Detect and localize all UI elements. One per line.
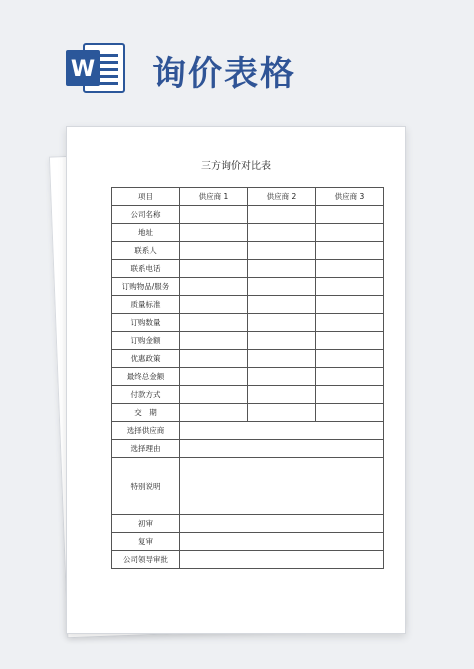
supplier-cell[interactable] [316,206,384,224]
supplier-cell[interactable] [180,404,248,422]
merged-input-cell[interactable] [180,422,384,440]
row-label: 订购金额 [112,332,180,350]
supplier-cell[interactable] [316,278,384,296]
supplier-cell[interactable] [248,332,316,350]
row-label: 订购数量 [112,314,180,332]
table-header-row [112,188,384,206]
table-row [112,350,384,368]
row-label: 复审 [112,533,180,551]
merged-input-cell[interactable] [180,440,384,458]
header-cell: 项目 [112,188,180,206]
supplier-cell[interactable] [180,242,248,260]
supplier-cell[interactable] [316,368,384,386]
supplier-cell[interactable] [180,206,248,224]
supplier-cell[interactable] [316,296,384,314]
header-cell: 供应商 2 [248,188,316,206]
supplier-cell[interactable] [316,224,384,242]
supplier-cell[interactable] [180,332,248,350]
table-row [112,278,384,296]
table-row [112,533,384,551]
row-label: 质量标准 [112,296,180,314]
table-row [112,368,384,386]
merged-input-cell[interactable] [180,533,384,551]
table-row [112,206,384,224]
banner [0,0,474,110]
supplier-cell[interactable] [180,278,248,296]
row-label: 联系电话 [112,260,180,278]
row-label: 公司名称 [112,206,180,224]
row-label: 公司领导审批 [112,551,180,569]
document-page [66,126,406,634]
merged-input-cell[interactable] [180,551,384,569]
supplier-cell[interactable] [248,350,316,368]
supplier-cell[interactable] [316,242,384,260]
supplier-cell[interactable] [248,242,316,260]
supplier-cell[interactable] [180,296,248,314]
supplier-cell[interactable] [248,224,316,242]
row-label: 选择理由 [112,440,180,458]
supplier-cell[interactable] [180,350,248,368]
table-row [112,515,384,533]
header-cell: 供应商 1 [180,188,248,206]
header-cell: 供应商 3 [316,188,384,206]
supplier-cell[interactable] [316,404,384,422]
word-logo-letter: W [70,57,96,82]
row-label: 联系人 [112,242,180,260]
supplier-cell[interactable] [248,404,316,422]
supplier-cell[interactable] [180,260,248,278]
supplier-cell[interactable] [180,386,248,404]
supplier-cell[interactable] [248,278,316,296]
supplier-cell[interactable] [316,260,384,278]
supplier-cell[interactable] [316,350,384,368]
word-icon [64,40,128,96]
supplier-cell[interactable] [316,314,384,332]
table-row [112,224,384,242]
row-label: 选择供应商 [112,422,180,440]
table-row [112,332,384,350]
table-row [112,404,384,422]
table-row [112,314,384,332]
supplier-cell[interactable] [316,332,384,350]
banner-title: 询价表格 [152,54,296,94]
row-label: 初审 [112,515,180,533]
supplier-cell[interactable] [180,368,248,386]
supplier-cell[interactable] [248,386,316,404]
supplier-cell[interactable] [316,386,384,404]
table-row [112,386,384,404]
inquiry-comparison-table [111,187,384,569]
table-row [112,260,384,278]
supplier-cell[interactable] [248,368,316,386]
table-row [112,422,384,440]
supplier-cell[interactable] [180,314,248,332]
row-label: 交 期 [112,404,180,422]
supplier-cell[interactable] [248,296,316,314]
table-row [112,242,384,260]
row-label: 优惠政策 [112,350,180,368]
table-row [112,440,384,458]
row-label: 特别说明 [112,458,180,515]
row-label: 付款方式 [112,386,180,404]
supplier-cell[interactable] [180,224,248,242]
row-label: 地址 [112,224,180,242]
table-row [112,551,384,569]
merged-input-cell[interactable] [180,458,384,515]
table-row [112,458,384,515]
supplier-cell[interactable] [248,260,316,278]
table-row [112,296,384,314]
row-label: 最终总金额 [112,368,180,386]
supplier-cell[interactable] [248,206,316,224]
merged-input-cell[interactable] [180,515,384,533]
document-title: 三方询价对比表 [201,161,271,172]
supplier-cell[interactable] [248,314,316,332]
row-label: 订购物品/服务 [112,278,180,296]
